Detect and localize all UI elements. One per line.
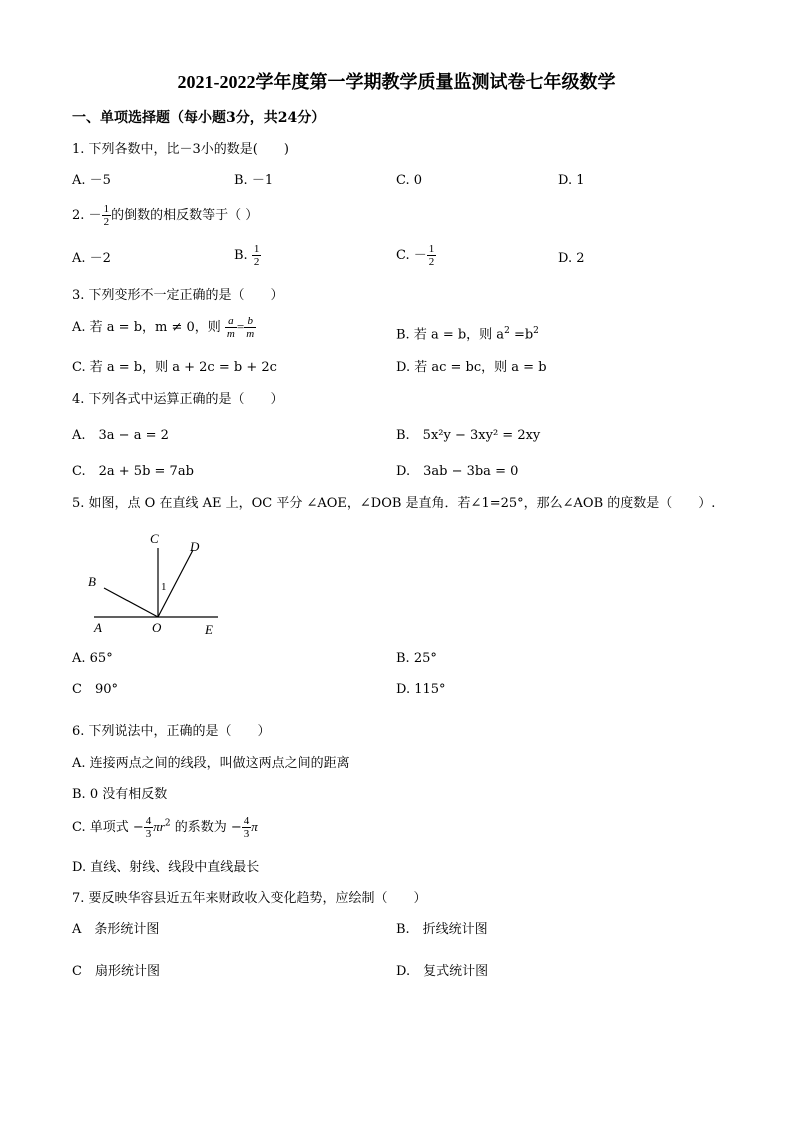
- q7-option-a[interactable]: A 条形统计图: [72, 922, 160, 937]
- label-o: O: [152, 620, 162, 635]
- q1-stem: 1. 下列各数中，比－3小的数是( ): [72, 142, 289, 157]
- q7-stem: 7. 要反映华容县近五年来财政收入变化趋势，应绘制（ ）: [72, 891, 427, 906]
- q1-option-d[interactable]: D. 1: [558, 173, 585, 188]
- q6-option-c[interactable]: C. 单项式 − $\frac{4}{3}$ $\pi r^2$ 的系数为 − $\frac{4}{3}$ π: [72, 815, 258, 840]
- label-b: B: [88, 574, 96, 589]
- q6-stem: 6. 下列说法中，正确的是（ ）: [72, 724, 271, 739]
- q3-option-a[interactable]: A. 若 a = b，m ≠ 0，则 $\frac{a}{m}$ = $\frac{b}{m}$: [72, 315, 255, 340]
- q4-option-b[interactable]: B. 5x²y − 3xy² = 2xy: [396, 428, 541, 443]
- q3-option-d[interactable]: D. 若 ac = bc，则 a = b: [396, 360, 547, 375]
- label-a: A: [94, 620, 102, 635]
- q4-option-c[interactable]: C. 2a + 5b = 7ab: [72, 464, 194, 479]
- q2-stem: [72, 203, 258, 228]
- ray-ob: [104, 588, 158, 617]
- q5-geometry-figure: [80, 528, 230, 640]
- q7-option-c[interactable]: C 扇形统计图: [72, 964, 160, 979]
- q2-neg: －: [88, 208, 102, 223]
- q2-option-c[interactable]: C. － $\frac{1}{2}$: [396, 243, 435, 268]
- q3-option-c[interactable]: C. 若 a = b，则 a + 2c = b + 2c: [72, 360, 277, 375]
- label-one: 1: [161, 581, 167, 593]
- label-e: E: [205, 622, 213, 637]
- q4-stem: 4. 下列各式中运算正确的是（ ）: [72, 392, 284, 407]
- q4-option-d[interactable]: D. 3ab − 3ba = 0: [396, 464, 519, 479]
- q5-stem: 5. 如图，点 O 在直线 AE 上，OC 平分 ∠AOE，∠DOB 是直角．若∠1=25°，那么∠AOB 的度数是（ ）.: [72, 496, 716, 511]
- q1-option-a[interactable]: A. －5: [72, 173, 111, 188]
- q5-option-d[interactable]: D. 115°: [396, 682, 446, 697]
- q5-option-a[interactable]: A. 65°: [72, 651, 113, 666]
- section-heading: 一、单项选择题（每小题3分，共24分）: [72, 110, 326, 126]
- q2-option-d[interactable]: D. 2: [558, 251, 585, 266]
- q6-option-b[interactable]: B. 0 没有相反数: [72, 787, 168, 802]
- q6-option-a[interactable]: A. 连接两点之间的线段，叫做这两点之间的距离: [72, 756, 350, 771]
- q4-option-a[interactable]: A. 3a − a = 2: [72, 428, 169, 443]
- label-d: D: [190, 539, 200, 554]
- q7-option-d[interactable]: D. 复式统计图: [396, 964, 489, 979]
- q1-option-b[interactable]: B. －1: [234, 173, 274, 188]
- q5-option-b[interactable]: B. 25°: [396, 651, 437, 666]
- page-title: 2021-2022学年度第一学期教学质量监测试卷七年级数学: [177, 72, 616, 92]
- q2-option-b[interactable]: B. $\frac{1}{2}$: [234, 243, 260, 268]
- q3-option-b[interactable]: B. 若 a = b，则 $a^2 =b^2$: [396, 326, 539, 343]
- q5-option-c[interactable]: C 90°: [72, 682, 118, 697]
- q2-option-a[interactable]: A. －2: [72, 251, 111, 266]
- q6-option-d[interactable]: D. 直线、射线、线段中直线最长: [72, 860, 260, 875]
- q2-fraction: $\frac{1}{2}$: [103, 203, 110, 228]
- q7-option-b[interactable]: B. 折线统计图: [396, 922, 488, 937]
- q3-stem: 3. 下列变形不一定正确的是（ ）: [72, 288, 284, 303]
- q2-number: 2.: [72, 208, 85, 223]
- q2-stem-rest: 的倒数的相反数等于（ ）: [111, 208, 259, 223]
- label-c: C: [150, 531, 159, 546]
- q1-option-c[interactable]: C. 0: [396, 173, 423, 188]
